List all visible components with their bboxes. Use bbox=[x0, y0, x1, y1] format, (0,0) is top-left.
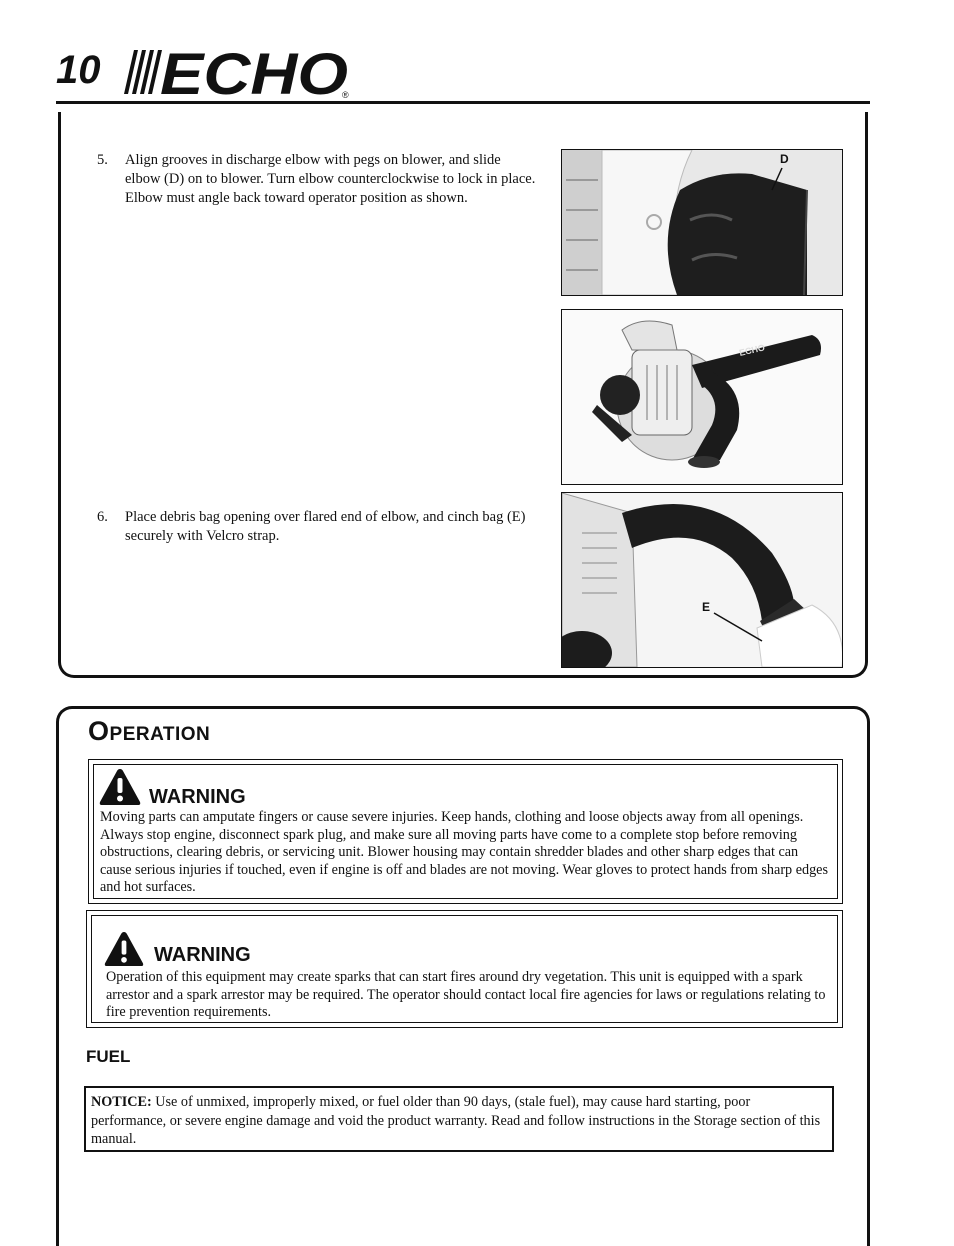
notice-text bbox=[91, 1093, 826, 1149]
fuel-title: FUEL bbox=[86, 1047, 131, 1066]
registered-mark: ® bbox=[342, 90, 349, 100]
photo-elbow-attach bbox=[561, 149, 843, 296]
warning-triangle-icon bbox=[99, 768, 141, 806]
warning-box-moving-parts bbox=[88, 759, 843, 904]
photo-debris-bag-image bbox=[562, 493, 842, 667]
warning-triangle-icon bbox=[104, 931, 144, 967]
photo-debris-bag bbox=[561, 492, 843, 668]
photo-blower-elbow-image bbox=[562, 310, 842, 484]
warning-box-sparks bbox=[86, 910, 843, 1028]
warning-label: WARNING bbox=[154, 944, 251, 966]
photo-elbow-attach-image bbox=[562, 150, 842, 295]
step-text: Align grooves in discharge elbow with pegs on blower, and slide elbow (D) on to blower. Turn elbow counterclockwise to lock in place. Elbow must angle back toward operator position as shown. bbox=[125, 152, 536, 206]
svg-text:ECHO: ECHO bbox=[738, 342, 766, 358]
echo-logo bbox=[118, 44, 358, 100]
header-rule bbox=[56, 101, 870, 104]
photo-blower-elbow bbox=[561, 309, 843, 485]
step-6 bbox=[97, 508, 537, 546]
warning-text: Moving parts can amputate fingers or cause severe injuries. Keep hands, clothing and loose objects away from all openings. Always stop engine, disconnect spark plug, and make sure all moving parts have come to a complete stop before removing obstructions, clearing debris, or servicing unit. Blower housing may contain shredder blades and other sharp edges that can cause serious injuries if touched, even if engine is off and blades are not moving. Wear gloves to protect hands from sharp edges and hot surfaces. bbox=[100, 809, 828, 895]
logo-text: ECHO bbox=[160, 44, 348, 100]
callout-d: D bbox=[780, 152, 789, 166]
notice-box bbox=[84, 1086, 834, 1152]
operation-title-initial: O bbox=[88, 716, 110, 746]
step-number: 5. bbox=[97, 152, 108, 168]
warning-label: WARNING bbox=[149, 786, 246, 808]
callout-e: E bbox=[702, 600, 711, 614]
notice-body: Use of unmixed, improperly mixed, or fuel older than 90 days, (stale fuel), may cause hard starting, poor performance, or severe engine damage and void the product warranty. Read and follow instructions in the Storage section of this manual. bbox=[91, 1094, 821, 1147]
warning-text: Operation of this equipment may create sparks that can start fires around dry vegetation. This unit is equipped with a spark arrestor and a spark arrestor may be required. The operator should contact local fire agencies for laws or regulations relating to fire prevention requirements. bbox=[106, 969, 826, 1020]
notice-label: NOTICE: bbox=[91, 1094, 152, 1110]
operation-title bbox=[88, 716, 210, 747]
page-number: 10 bbox=[56, 48, 101, 92]
step-number: 6. bbox=[97, 509, 108, 525]
step-5 bbox=[97, 151, 537, 208]
operation-title-rest: PERATION bbox=[109, 724, 211, 745]
step-text: Place debris bag opening over flared end of elbow, and cinch bag (E) securely with Velcro strap. bbox=[125, 509, 526, 544]
